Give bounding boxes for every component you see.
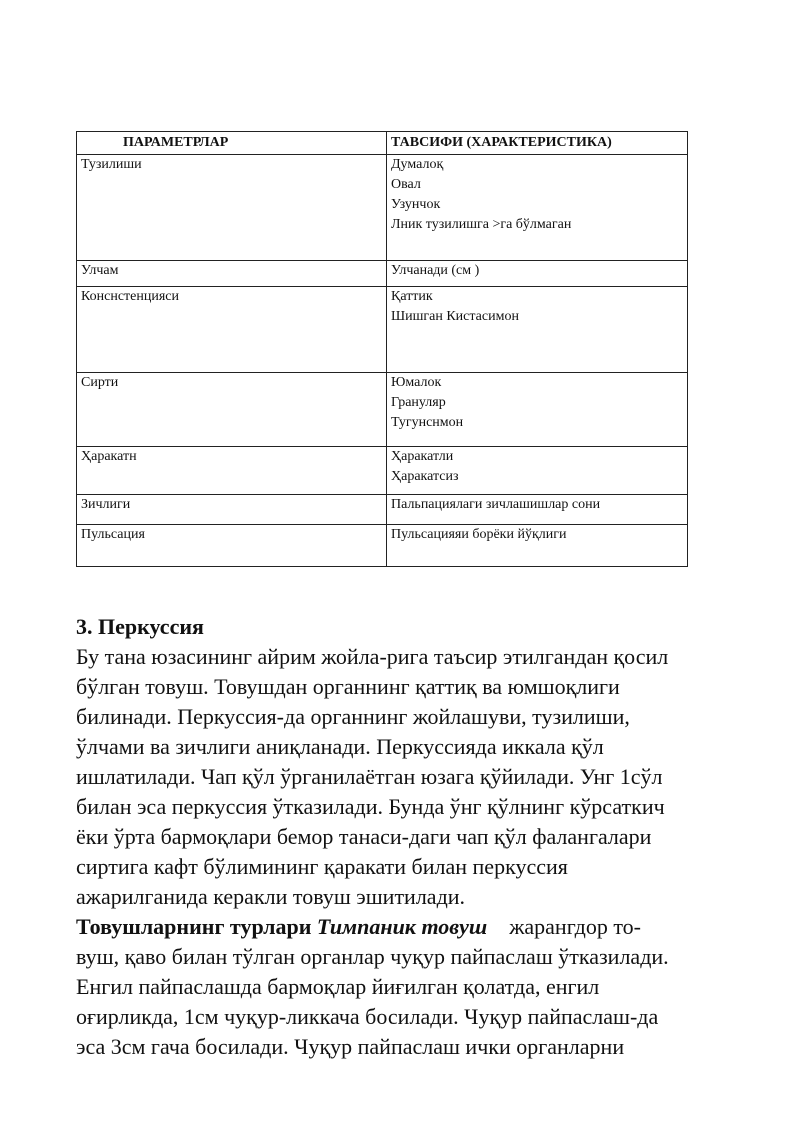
table-row bbox=[77, 287, 688, 373]
value-line: Улчанади (см ) bbox=[391, 263, 480, 278]
param-cell: Тузилиши bbox=[77, 155, 387, 261]
text-line: Бу тана юзасининг айрим жойла-рига таъсир этилгандан қосил bbox=[76, 644, 669, 669]
value-cell bbox=[387, 155, 688, 261]
value-line: Пальпациялаги зичлашишлар сони bbox=[391, 497, 601, 512]
text-line: сиртига кафт бўлимининг қаракати билан перкуссия bbox=[76, 854, 568, 879]
param-cell: Улчам bbox=[77, 261, 387, 287]
text-line: ёки ўрта бармоқлари бемор танаси-даги чап қўл фалангалари bbox=[76, 824, 652, 849]
types-line bbox=[76, 912, 736, 942]
table-row bbox=[77, 447, 688, 495]
param-cell: Конснстенцияси bbox=[77, 287, 387, 373]
types-line-rest: жарангдор то- bbox=[509, 914, 641, 939]
tympanic-sound-term: Тимпаник товуш bbox=[316, 914, 488, 939]
value-line: Пульсацияяи борёки йўқлиги bbox=[391, 527, 567, 542]
value-line: Лник тузилишга >га бўлмаган bbox=[391, 217, 572, 232]
value-cell bbox=[387, 525, 688, 567]
value-line: Тугунснмон bbox=[391, 415, 464, 430]
value-line: Узунчок bbox=[391, 197, 441, 212]
table-row bbox=[77, 373, 688, 447]
param-cell: Ҳаракатн bbox=[77, 447, 387, 495]
text-line: бўлган товуш. Товушдан органнинг қаттиқ ва юмшоқлиги bbox=[76, 674, 620, 699]
text-line: оғирликда, 1см чуқур-ликкача босилади. Чуқур пайпаслаш-да bbox=[76, 1004, 659, 1029]
text-line: билан эса перкуссия ўтказилади. Бунда ўнг қўлнинг кўрсаткич bbox=[76, 794, 665, 819]
header-parameters: ПАРАМЕТРЛАР bbox=[77, 132, 387, 155]
table-row bbox=[77, 155, 688, 261]
value-line: Қаттик bbox=[391, 289, 433, 304]
value-cell bbox=[387, 287, 688, 373]
value-cell bbox=[387, 373, 688, 447]
param-cell: Зичлиги bbox=[77, 495, 387, 525]
table-row bbox=[77, 261, 688, 287]
value-line: Ҳаракатли bbox=[391, 449, 454, 464]
parameters-table bbox=[76, 131, 688, 567]
sound-types-label: Товушларнинг турлари bbox=[76, 914, 312, 939]
header-description: ТАВСИФИ (ХАРАКТЕРИСТИКА) bbox=[387, 132, 688, 155]
value-line: Шишган Кистасимон bbox=[391, 309, 519, 324]
text-line: билинади. Перкуссия-да органнинг жойлашуви, тузилиши, bbox=[76, 704, 630, 729]
value-line: Ҳаракатсиз bbox=[391, 469, 459, 484]
value-line: Юмалок bbox=[391, 375, 442, 390]
value-cell bbox=[387, 447, 688, 495]
table-row bbox=[77, 525, 688, 567]
value-line: Овал bbox=[391, 177, 421, 192]
text-line: эса 3см гача босилади. Чуқур пайпаслаш ички органларни bbox=[76, 1034, 625, 1059]
value-cell bbox=[387, 495, 688, 525]
table-row bbox=[77, 495, 688, 525]
text-line: ўлчами ва зичлиги аниқланади. Перкуссияда иккала қўл bbox=[76, 734, 604, 759]
table-header-row bbox=[77, 132, 688, 155]
text-line: ишлатилади. Чап қўл ўрганилаётган юзага қўйилади. Унг 1сўл bbox=[76, 764, 663, 789]
value-line: Думалоқ bbox=[391, 157, 444, 172]
value-cell bbox=[387, 261, 688, 287]
param-cell: Пульсация bbox=[77, 525, 387, 567]
text-line: Енгил пайпаслашда бармоқлар йиғилган қолатда, енгил bbox=[76, 974, 600, 999]
section-heading: 3. Перкуссия bbox=[76, 614, 204, 639]
text-line: вуш, қаво билан тўлган органлар чуқур пайпаслаш ўтказилади. bbox=[76, 944, 669, 969]
percussion-section bbox=[76, 612, 736, 1062]
value-line: Грануляр bbox=[391, 395, 446, 410]
param-cell: Сирти bbox=[77, 373, 387, 447]
text-line: ажарилганида керакли товуш эшитилади. bbox=[76, 884, 466, 909]
